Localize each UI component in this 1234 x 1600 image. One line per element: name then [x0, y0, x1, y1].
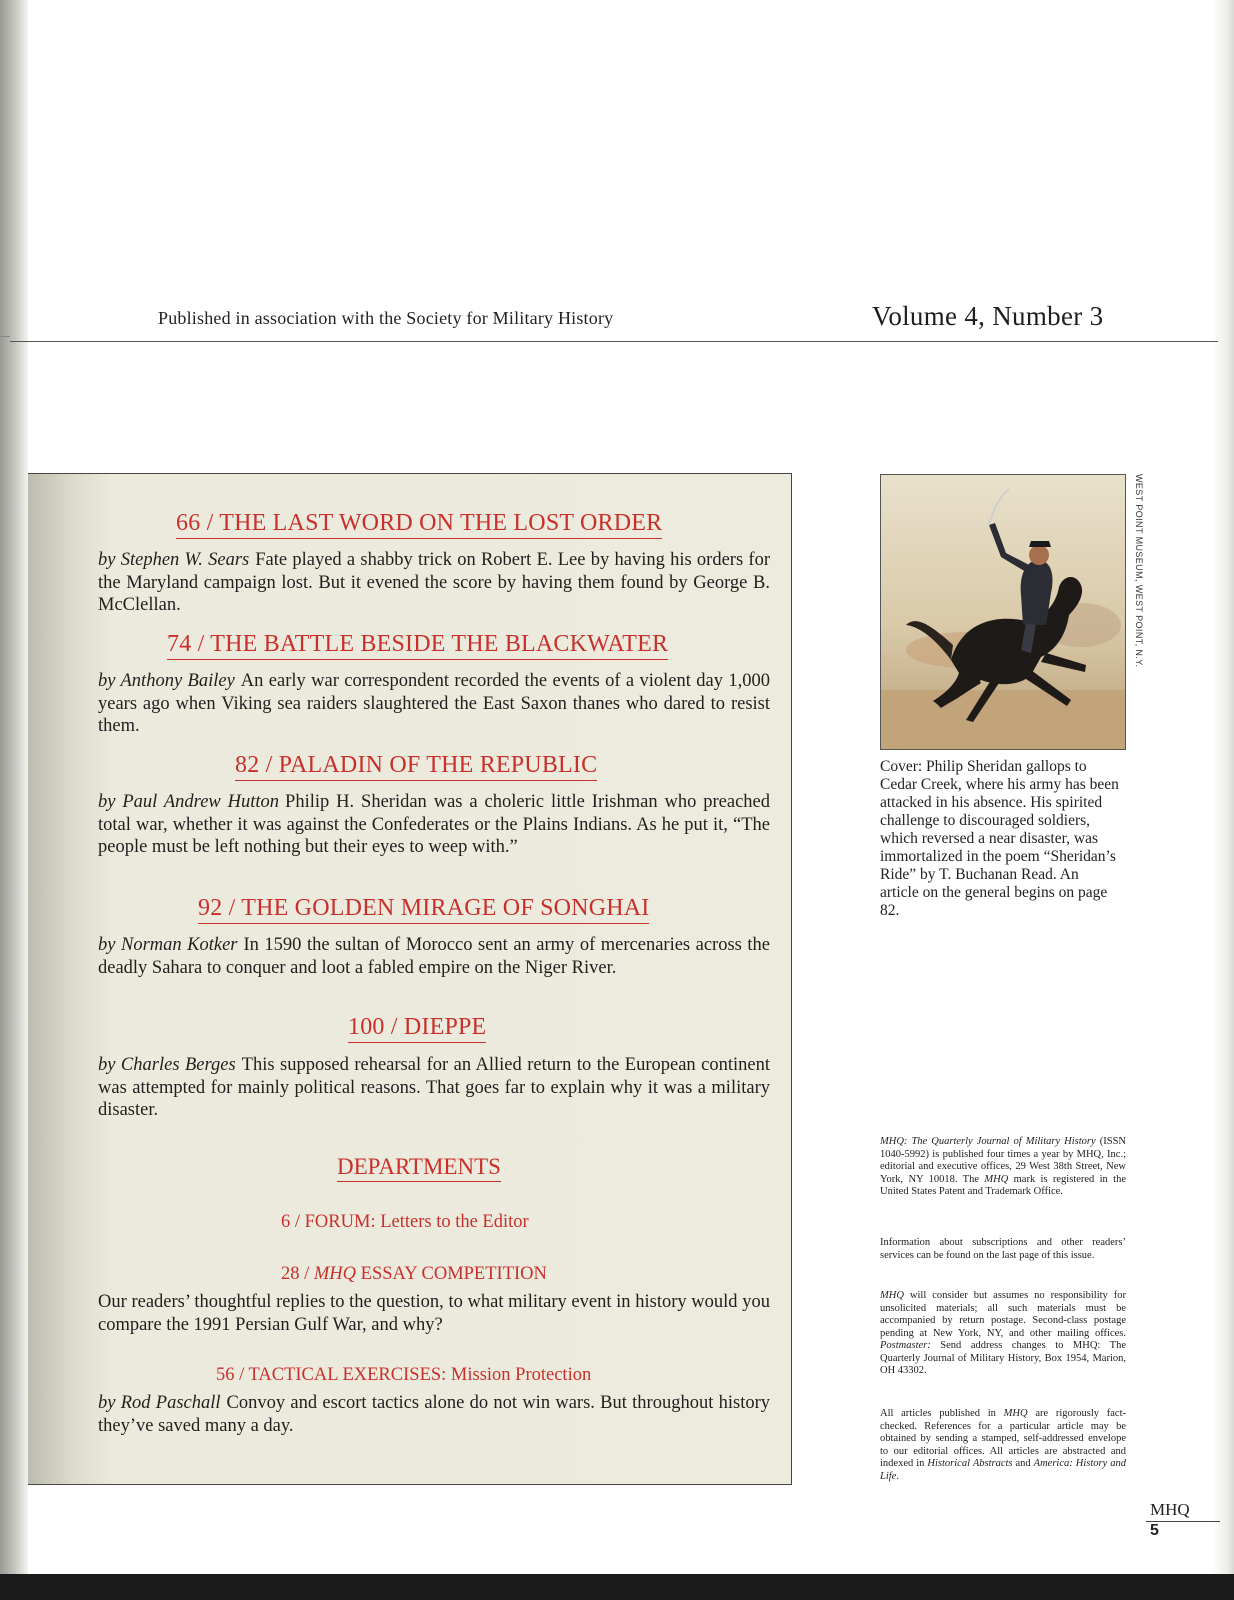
article-summary: Convoy and escort tactics alone do not win wars. But throughout history they’ve saved many a day. [98, 1393, 770, 1436]
article-desc-songhai [98, 934, 770, 979]
publication-text: mark is registered in the United States Patent and Trademark Office. [880, 1173, 1126, 1197]
fact-check-info [880, 1408, 1126, 1483]
dept-essay-page: 28 / [281, 1264, 314, 1284]
article-summary: An early war correspondent recorded the events of a violent day 1,000 years ago when Viking sea raiders slaughtered the East Saxon thanes who dared to resist them. [98, 671, 771, 736]
dept-tactical-exercises[interactable]: 56 / TACTICAL EXERCISES: Mission Protection [216, 1365, 592, 1385]
article-title-dieppe[interactable]: 100 / DIEPPE [348, 1014, 486, 1043]
left-page-rule [0, 336, 10, 337]
author: by Norman Kotker [98, 935, 238, 955]
cover-caption: Cover: Philip Sheridan gallops to Cedar Creek, where his army has been attacked in his absence. His spirited challenge to discouraged soldiers, which reversed a near disaster, was immortalized in the poem “Sheridan’s Ride” by T. Buchanan Read. An article on the general begins on page 82. [880, 758, 1119, 919]
publication-text: (ISSN 1040-5992) is published four times a year by MHQ, Inc.; editorial and executive offices, 29 West 38th Street, New York, NY 10018. The [880, 1136, 1127, 1185]
dept-essay-competition[interactable] [281, 1264, 547, 1285]
association-line: Published in association with the Society for Military History [158, 308, 614, 328]
fact-check-text: All articles published in [880, 1408, 1004, 1419]
submission-text: Send address changes to MHQ: The Quarterly Journal of Military History, Box 1954, Marion, OH 43302. [880, 1340, 1126, 1376]
dept-essay-desc: Our readers’ thoughtful replies to the question, to what military event in history would you compare the 1991 Persian Gulf War, and why? [98, 1292, 770, 1335]
sheridan-on-horse-illustration [881, 475, 1126, 750]
article-desc-blackwater [98, 670, 770, 738]
article-desc-dieppe [98, 1054, 770, 1122]
page-edge [1212, 0, 1234, 1600]
contents-box [28, 473, 792, 1485]
volume-number: Volume 4, Number 3 [872, 301, 1104, 331]
article-title-paladin[interactable]: 82 / PALADIN OF THE REPUBLIC [235, 752, 597, 781]
submission-text: will consider but assumes no responsibility for unsolicited materials; all such materials must be accompanied by return postage. Second-class postage pending at New York, NY, and other mailing offices. [880, 1290, 1126, 1339]
cover-illustration [880, 474, 1126, 750]
index-name: America: History and Life [880, 1458, 1126, 1482]
dept-forum[interactable]: 6 / FORUM: Letters to the Editor [281, 1212, 529, 1232]
article-summary: In 1590 the sultan of Morocco sent an army of mercenaries across the deadly Sahara to conquer and loot a fabled empire on the Niger River. [98, 935, 770, 978]
fact-check-text: . [896, 1470, 899, 1482]
author: by Paul Andrew Hutton [98, 792, 280, 812]
journal-name: MHQ: The Quarterly Journal of Military History [880, 1136, 1096, 1147]
author: by Stephen W. Sears [98, 550, 250, 570]
departments-heading: DEPARTMENTS [337, 1154, 501, 1182]
article-summary: This supposed rehearsal for an Allied return to the European continent was attempted for mainly political reasons. That goes far to explain why it was a military disaster. [98, 1055, 770, 1120]
page-number: 5 [1150, 1522, 1159, 1539]
author: by Charles Berges [98, 1055, 236, 1075]
dept-tactical-desc [98, 1392, 770, 1437]
mark-name: MHQ [984, 1173, 1009, 1185]
article-summary: Philip H. Sheridan was a choleric little Irishman who preached total war, whether it was against the Confederates or the Plains Indians. As he put it, “The people must be left nothing but their eyes to weep with.” [98, 792, 770, 857]
footer-magazine-name: MHQ [1150, 1500, 1190, 1519]
dept-essay-mhq: MHQ [313, 1264, 357, 1284]
article-title-songhai[interactable]: 92 / THE GOLDEN MIRAGE OF SONGHAI [198, 895, 649, 924]
subscription-info: Information about subscriptions and other readers’ services can be found on the last page of this issue. [880, 1237, 1126, 1261]
article-title-blackwater[interactable]: 74 / THE BATTLE BESIDE THE BLACKWATER [167, 631, 668, 660]
fact-check-text: and [1012, 1458, 1034, 1469]
publication-info [880, 1136, 1126, 1199]
dept-essay-label: ESSAY COMPETITION [356, 1264, 547, 1284]
author: by Anthony Bailey [98, 671, 235, 691]
index-name: Historical Abstracts [927, 1458, 1013, 1469]
postmaster-label: Postmaster: [880, 1340, 931, 1351]
article-title-lost-order[interactable]: 66 / THE LAST WORD ON THE LOST ORDER [176, 510, 662, 539]
scan-bottom-edge [0, 1574, 1234, 1600]
article-desc-paladin [98, 791, 770, 859]
fact-check-text: are rigorously fact-checked. References for a particular article may be obtained by sending a stamped, self-addressed envelope to our editorial offices. All articles are abstracted and indexed in [880, 1408, 1127, 1469]
article-desc-lost-order [98, 549, 770, 617]
article-summary: Fate played a shabby trick on Robert E. Lee by having his orders for the Maryland campaign lost. But it evened the score by having them found by George B. McClellan. [98, 550, 770, 615]
binding-shadow [0, 0, 28, 1600]
mark-name: MHQ [880, 1290, 904, 1301]
photo-credit: WEST POINT MUSEUM, WEST POINT, N.Y. [1134, 474, 1144, 668]
mark-name: MHQ [1003, 1408, 1028, 1419]
masthead-rule [10, 341, 1218, 342]
submission-info [880, 1290, 1126, 1378]
author: by Rod Paschall [98, 1393, 221, 1413]
